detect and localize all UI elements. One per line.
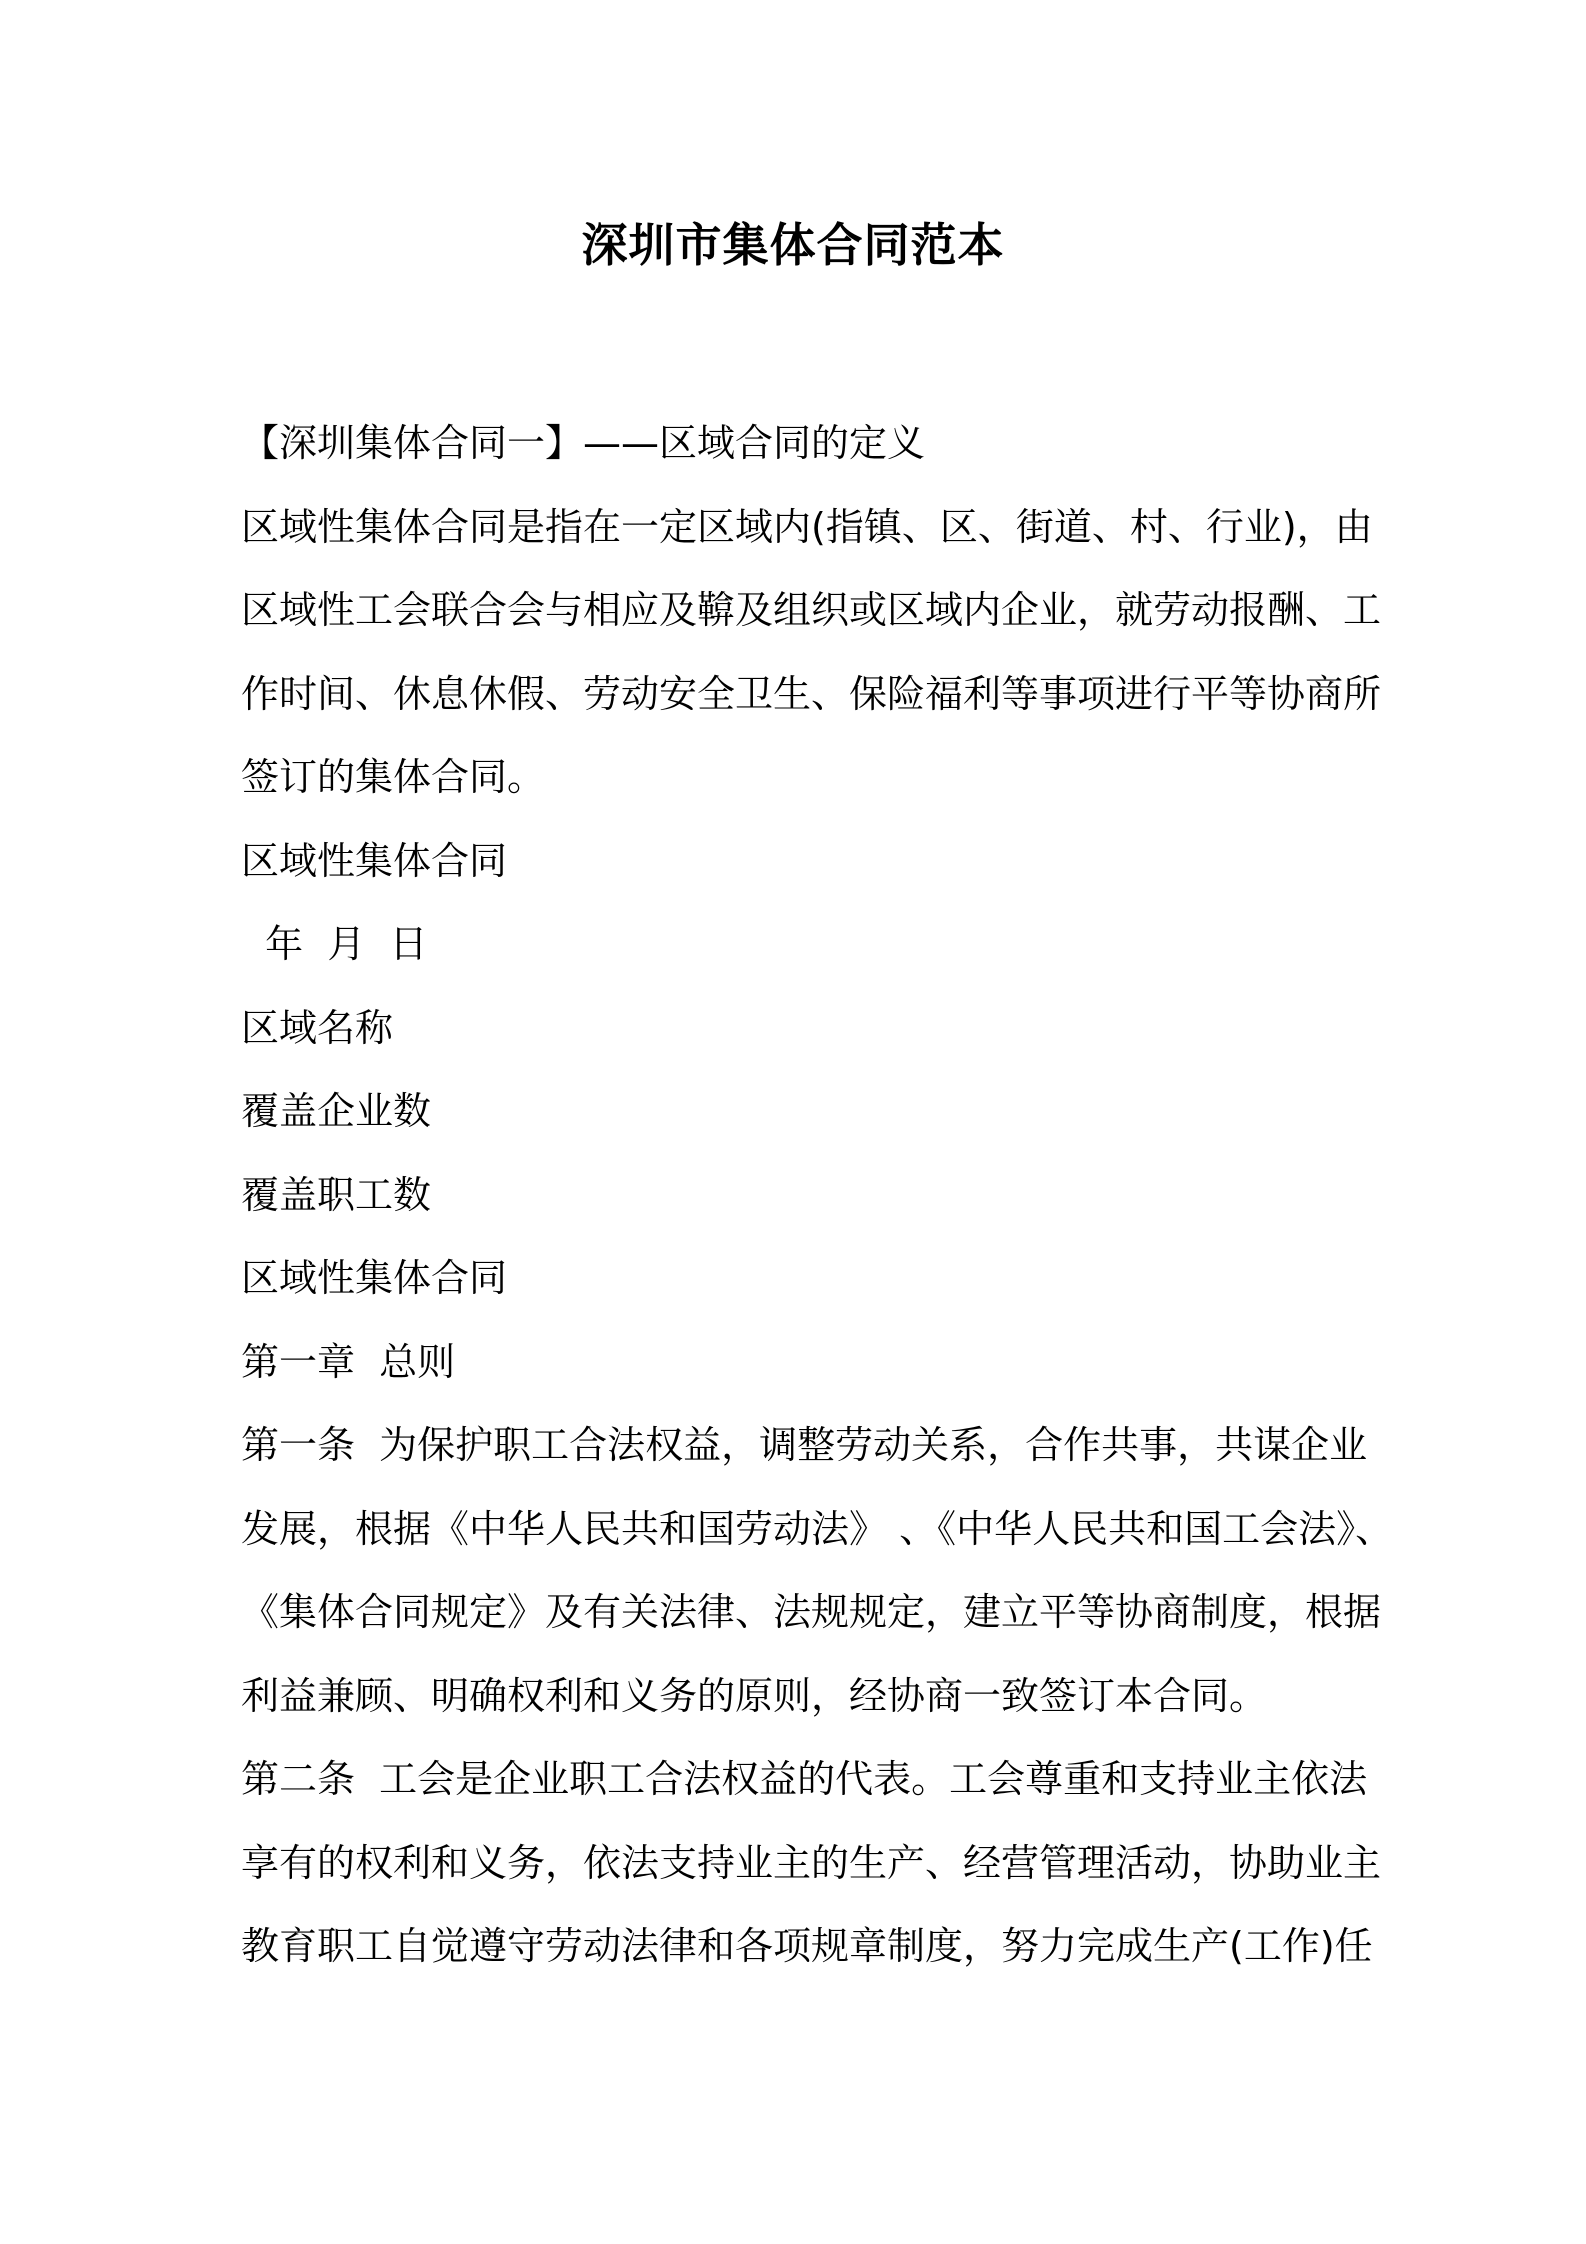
paragraph-line: 作时间、休息休假、劳动安全卫生、保险福利等事项进行平等协商所	[241, 671, 1382, 716]
paragraph-line: 区域性工会联合会与相应及鞥及组织或区域内企业，就劳动报酬、工	[241, 588, 1382, 632]
chapter-heading: 第一章 总则	[241, 1339, 456, 1384]
paragraph-line: 利益兼顾、明确权利和义务的原则，经协商一致签订本合同。	[241, 1673, 1268, 1718]
paragraph-line: 区域性集体合同	[241, 1256, 508, 1300]
paragraph-line: 年 月 日	[241, 922, 428, 966]
paragraph-line: 享有的权利和义务，依法支持业主的生产、经营管理活动，协助业主	[241, 1840, 1382, 1885]
paragraph-line: 区域性集体合同	[241, 838, 508, 883]
paragraph-line: 《集体合同规定》及有关法律、法规规定，建立平等协商制度，根据	[241, 1590, 1382, 1634]
document-title: 深圳市集体合同范本	[581, 218, 1005, 272]
paragraph-line: 发展，根据《中华人民共和国劳动法》 、《中华人民共和国工会法》、	[241, 1506, 1394, 1551]
document-body	[241, 402, 1394, 1989]
paragraph-line: 第一条 为保护职工合法权益，调整劳动关系，合作共事，共谋企业	[241, 1423, 1368, 1467]
paragraph-line: 【深圳集体合同一】——区域合同的定义	[241, 421, 926, 465]
paragraph-line: 第二条 工会是企业职工合法权益的代表。工会尊重和支持业主依法	[241, 1757, 1368, 1801]
paragraph-line: 覆盖职工数	[241, 1172, 432, 1217]
paragraph-line: 签订的集体合同。	[241, 755, 546, 799]
paragraph-line: 区域名称	[241, 1005, 394, 1050]
paragraph-line: 教育职工自觉遵守劳动法律和各项规章制度，努力完成生产(工作)任	[241, 1924, 1373, 1968]
paragraph-line: 区域性集体合同是指在一定区域内(指镇、区、街道、村、行业)，由	[241, 504, 1373, 549]
paragraph-line: 覆盖企业数	[241, 1089, 432, 1133]
